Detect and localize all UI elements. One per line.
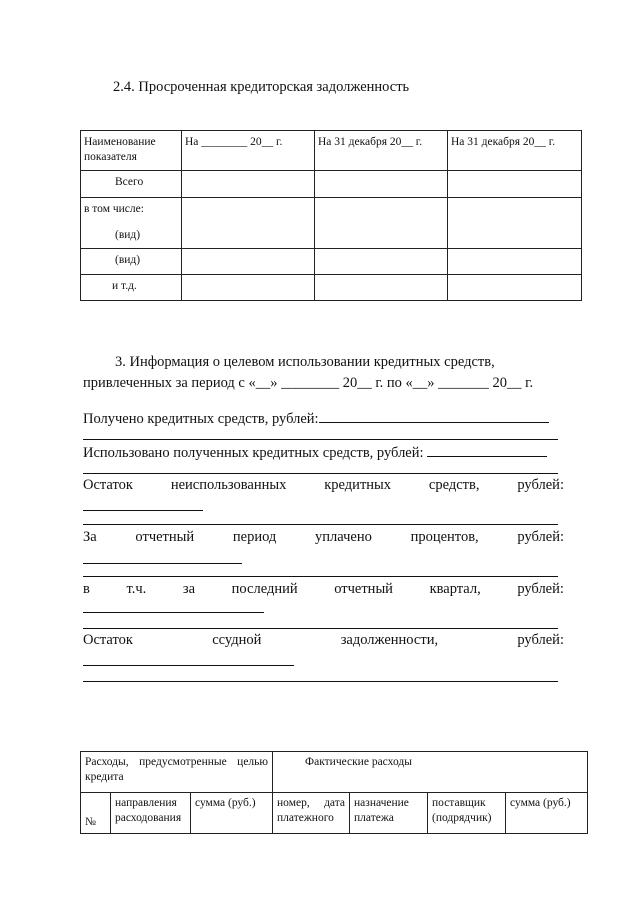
cell[interactable]: [182, 171, 315, 198]
word: рублей:: [517, 529, 564, 545]
header-indicator-name: Наименование показателя: [81, 131, 182, 171]
cell[interactable]: [315, 275, 448, 301]
header-date-2: На 31 декабря 20__ г.: [315, 131, 448, 171]
actual-expenses-header: Фактические расходы: [273, 752, 588, 793]
cell[interactable]: [448, 249, 582, 275]
interest-paid-line: [83, 529, 564, 546]
word: процентов,: [410, 529, 479, 545]
section-heading: 2.4. Просроченная кредиторская задолженность: [113, 79, 410, 95]
table-row: [81, 249, 582, 275]
word: уплачено: [315, 529, 372, 545]
planned-expenses-header: Расходы, предусмотренные целью кредита: [81, 752, 273, 793]
table-row: [81, 171, 582, 198]
word: неиспользованных: [170, 477, 287, 493]
section-3-title: 3. Информация о целевом использовании кредитных средств,: [115, 354, 495, 370]
word: т.ч.: [126, 581, 147, 597]
word: рублей:: [517, 632, 564, 648]
loan-blank[interactable]: [83, 665, 294, 666]
word: рублей:: [517, 581, 564, 597]
interest-blank[interactable]: [83, 563, 242, 564]
received-credit-line: [83, 407, 549, 430]
cell[interactable]: [315, 249, 448, 275]
row-label-kind: (вид): [81, 249, 182, 275]
blank-line[interactable]: [83, 681, 558, 682]
blank-line[interactable]: [83, 576, 558, 577]
unused-blank[interactable]: [83, 510, 203, 511]
word: Остаток: [83, 477, 133, 493]
word: средств,: [428, 477, 480, 493]
cell[interactable]: [182, 198, 315, 249]
number-header: №: [81, 793, 111, 834]
cell[interactable]: [182, 249, 315, 275]
kind-label: (вид): [115, 229, 141, 241]
word: ссудной: [212, 632, 262, 648]
header-date-3: На 31 декабря 20__ г.: [448, 131, 582, 171]
doc-number-header: номер, дата платежного: [273, 793, 350, 834]
table-row: [81, 198, 582, 249]
word: За: [83, 529, 97, 545]
blank-line[interactable]: [83, 628, 558, 629]
last-quarter-line: [83, 581, 564, 598]
received-blank[interactable]: [319, 407, 549, 423]
word: отчетный: [135, 529, 195, 545]
used-label: Использовано полученных кредитных средств, рублей:: [83, 445, 424, 461]
overdue-payables-table: [80, 130, 582, 301]
direction-header: направления расходования: [111, 793, 191, 834]
row-label-etc: и т.д.: [81, 275, 182, 301]
table-header-row: [81, 131, 582, 171]
used-blank[interactable]: [427, 441, 547, 457]
unused-remaining-line: [83, 477, 564, 494]
table-row: [81, 275, 582, 301]
expenses-table: [80, 751, 588, 834]
table-header-row: [81, 752, 588, 793]
word: квартал,: [429, 581, 481, 597]
used-credit-line: [83, 441, 547, 464]
word: в: [83, 581, 90, 597]
sum-header: сумма (руб.): [506, 793, 588, 834]
cell[interactable]: [448, 198, 582, 249]
purpose-header: назначение платежа: [350, 793, 428, 834]
received-label: Получено кредитных средств, рублей:: [83, 411, 319, 427]
row-label-total: Всего: [81, 171, 182, 198]
cell[interactable]: [315, 198, 448, 249]
quarter-blank[interactable]: [83, 612, 264, 613]
row-label-including: [81, 198, 182, 249]
word: отчетный: [334, 581, 393, 597]
section-3-period: привлеченных за период с «__» ________ 20__ г. по «__» _______ 20__ г.: [83, 375, 534, 391]
blank-line[interactable]: [83, 473, 558, 474]
cell[interactable]: [315, 171, 448, 198]
word: рублей:: [517, 477, 564, 493]
loan-balance-line: [83, 632, 564, 649]
header-date-1: На ________ 20__ г.: [182, 131, 315, 171]
word: задолженности,: [340, 632, 439, 648]
sum-header: сумма (руб.): [191, 793, 273, 834]
word: за: [182, 581, 196, 597]
blank-line[interactable]: [83, 524, 558, 525]
table-subheader-row: [81, 793, 588, 834]
word: период: [232, 529, 277, 545]
word: последний: [231, 581, 298, 597]
blank-line[interactable]: [83, 439, 558, 440]
supplier-header: поставщик (подрядчик): [428, 793, 506, 834]
including-label: в том числе:: [84, 203, 144, 215]
word: кредитных: [324, 477, 392, 493]
cell[interactable]: [182, 275, 315, 301]
cell[interactable]: [448, 275, 582, 301]
word: Остаток: [83, 632, 133, 648]
cell[interactable]: [448, 171, 582, 198]
